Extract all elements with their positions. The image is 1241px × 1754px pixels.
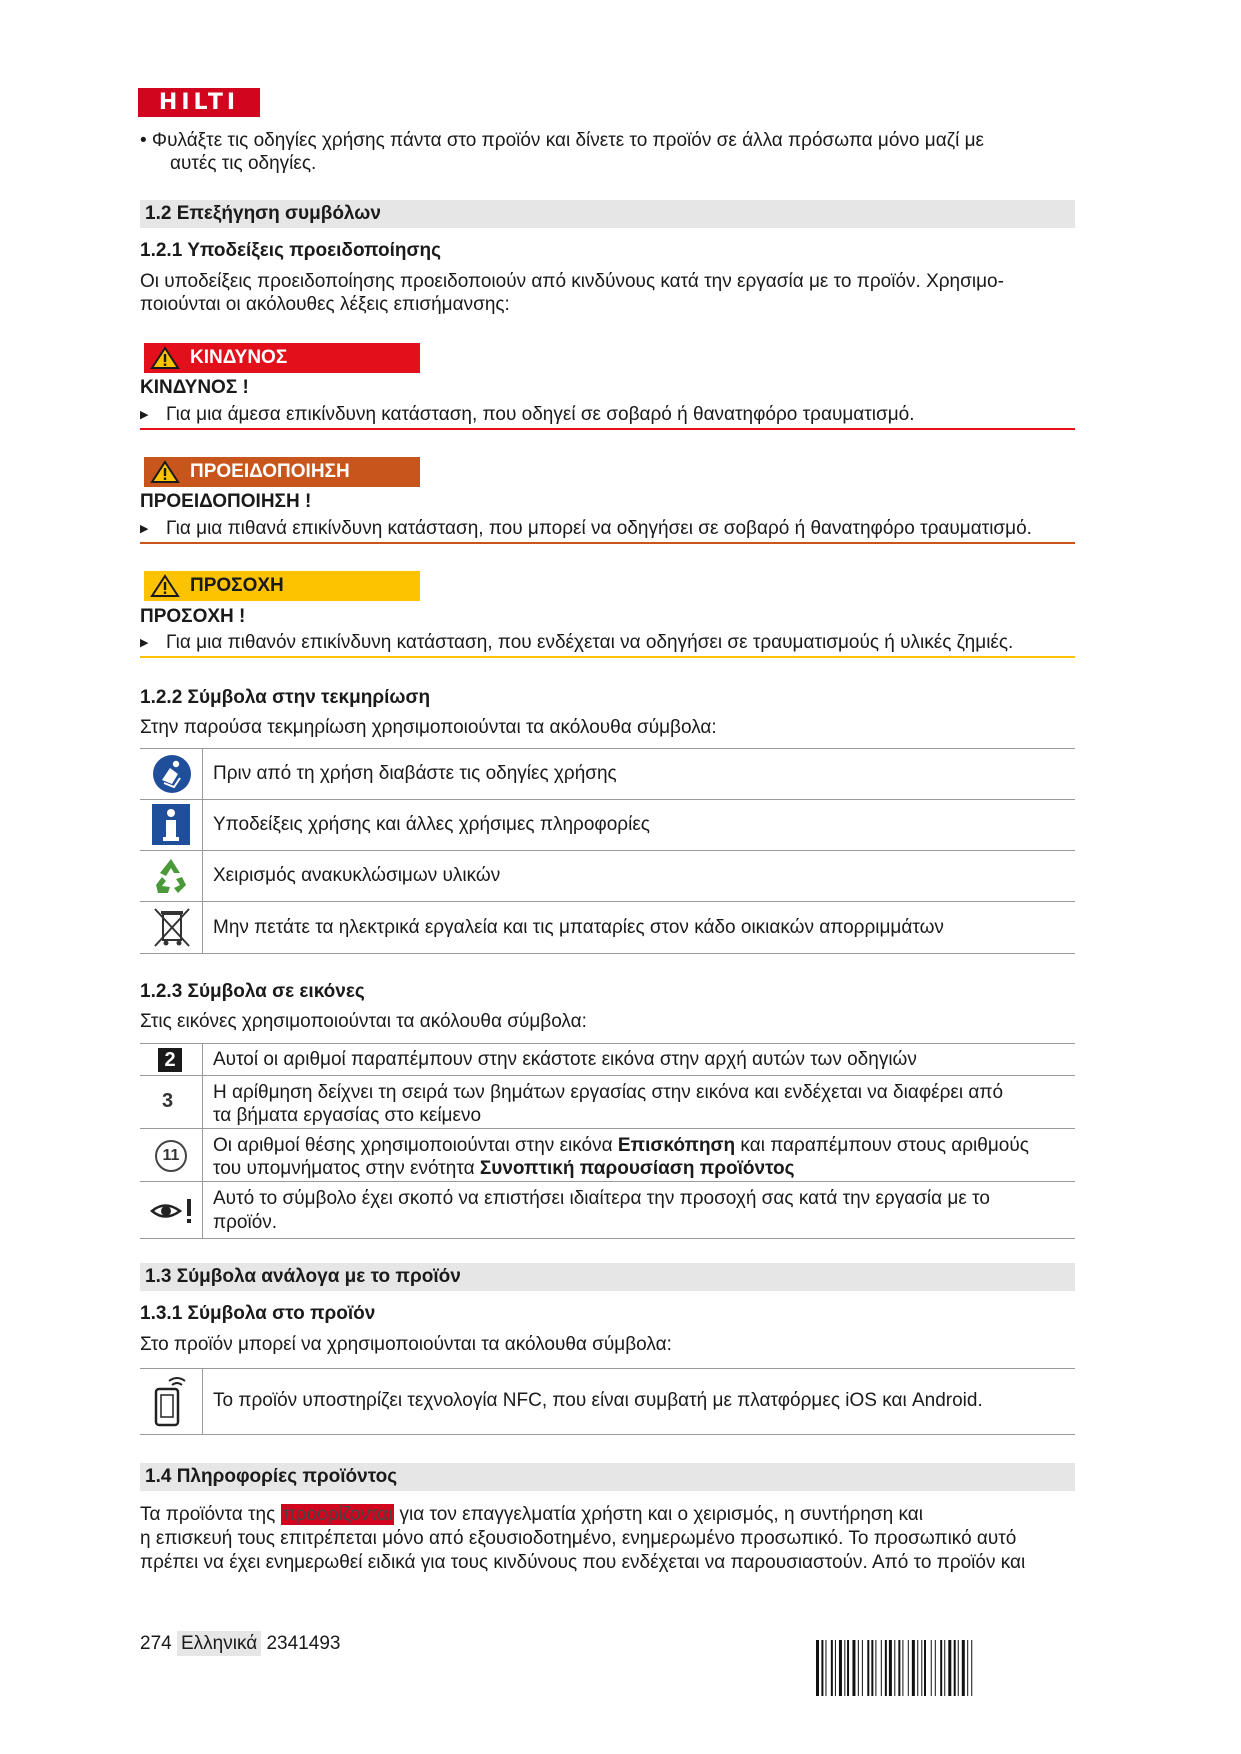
barcode-bar bbox=[816, 1640, 819, 1696]
caution-text: Για μια πιθανόν επικίνδυνη κατάσταση, που ενδέχεται να οδηγήσει σε τραυματισμούς ή υλικές ζημιές. bbox=[166, 632, 1014, 653]
barcode-bar bbox=[875, 1640, 876, 1696]
barcode-bar bbox=[971, 1640, 972, 1696]
barcode-bar bbox=[931, 1640, 932, 1696]
danger-label-box bbox=[144, 343, 420, 373]
warning-label-box bbox=[144, 457, 420, 487]
barcode-bar bbox=[881, 1640, 882, 1696]
warning-underline bbox=[140, 542, 1075, 544]
section-1-2-2-title: 1.2.2 Σύμβολα στην τεκμηρίωση bbox=[140, 687, 431, 708]
barcode-bar bbox=[862, 1640, 863, 1696]
figure-symbol-row-text: Αυτό το σύμβολο έχει σκοπό να επιστήσει ιδιαίτερα την προσοχή σας κατά την εργασία με το bbox=[213, 1188, 990, 1209]
table-rule bbox=[140, 1434, 1075, 1435]
barcode bbox=[816, 1640, 1074, 1696]
barcode-bar bbox=[898, 1640, 900, 1696]
figure-number-icon: 2 bbox=[158, 1048, 182, 1072]
barcode-bar bbox=[958, 1640, 959, 1696]
figure-symbol-row-text bbox=[213, 1134, 1123, 1157]
figure-symbol-row-text: Αυτοί οι αριθμοί παραπέμπουν στην εκάστοτε εικόνα στην αρχή αυτών των οδηγιών bbox=[213, 1049, 917, 1070]
barcode-bar bbox=[885, 1640, 887, 1696]
table-rule bbox=[140, 850, 1075, 851]
caution-label-box bbox=[144, 571, 420, 601]
page-number: 274 bbox=[140, 1633, 172, 1654]
highlighted-word: προορίζονται bbox=[282, 1504, 393, 1525]
warning-text: Για μια πιθανά επικίνδυνη κατάσταση, που μπορεί να οδηγήσει σε σοβαρό ή θανατηφόρο τραυματισμό. bbox=[166, 518, 1032, 539]
warning-triangle-icon bbox=[150, 346, 180, 370]
barcode-bar bbox=[835, 1640, 836, 1696]
nfc-phone-icon bbox=[152, 1375, 188, 1429]
table-rule bbox=[140, 1075, 1075, 1076]
crossed-bin-icon bbox=[152, 906, 192, 948]
barcode-bar bbox=[967, 1640, 968, 1696]
table-rule bbox=[140, 1043, 1075, 1044]
caution-box-label: ΠΡΟΣΟΧΗ bbox=[190, 575, 284, 596]
section-1-2-1-line1: Οι υποδείξεις προειδοποίησης προειδοποιούν από κινδύνους κατά την εργασία με το προϊόν. Χρησιμο- bbox=[140, 271, 1004, 292]
barcode-bar bbox=[944, 1640, 945, 1696]
section-1-4-line3: πρέπει να έχει ενημερωθεί ειδικά για τους κινδύνους που ενδέχεται να παρουσιαστούν. Από το προϊόν και bbox=[140, 1552, 1026, 1573]
product-symbol-row-text: Το προϊόν υποστηρίζει τεχνολογία NFC, που είναι συμβατή με πλατφόρμες iOS και Android. bbox=[213, 1390, 983, 1411]
barcode-bar bbox=[962, 1640, 965, 1696]
bold-reference: Συνοπτική παρουσίαση προϊόντος bbox=[479, 1158, 795, 1179]
intro-bullet-line2: αυτές τις οδηγίες. bbox=[170, 153, 317, 174]
step-number-icon: 3 bbox=[162, 1090, 174, 1112]
barcode-bar bbox=[935, 1640, 936, 1696]
text-part: για τον επαγγελματία χρήστη και ο χειρισμός, η συντήρηση και bbox=[394, 1504, 923, 1525]
section-1-3-1-intro: Στο προϊόν μπορεί να χρησιμοποιούνται τα ακόλουθα σύμβολα: bbox=[140, 1334, 672, 1355]
bullet-arrow-icon: ▶ bbox=[140, 409, 149, 422]
barcode-bar bbox=[839, 1640, 842, 1696]
text-part: και παραπέμπουν στους αριθμούς bbox=[735, 1135, 1029, 1156]
text-part: Τα προϊόντα της bbox=[140, 1504, 281, 1525]
doc-symbol-row-text: Μην πετάτε τα ηλεκτρικά εργαλεία και τις μπαταρίες στον κάδο οικιακών απορριμμάτων bbox=[213, 917, 944, 938]
caution-bullet bbox=[140, 632, 1013, 654]
section-1-3-bar bbox=[140, 1263, 1075, 1291]
table-rule bbox=[140, 1128, 1075, 1129]
figure-symbol-row-text: τα βήματα εργασίας στο κείμενο bbox=[213, 1105, 482, 1126]
barcode-bar bbox=[948, 1640, 951, 1696]
table-rule bbox=[140, 1368, 1075, 1369]
barcode-bar bbox=[871, 1640, 873, 1696]
item-number-icon: 11 bbox=[155, 1140, 187, 1172]
warning-signal-word: ΠΡΟΕΙΔΟΠΟΙΗΣΗ ! bbox=[140, 491, 312, 512]
warning-bullet bbox=[140, 518, 1032, 540]
page-footer bbox=[140, 1632, 340, 1655]
barcode-bar bbox=[825, 1640, 826, 1696]
barcode-bar bbox=[889, 1640, 892, 1696]
section-1-2-bar bbox=[140, 200, 1075, 228]
intro-bullet-line1: • Φυλάξτε τις οδηγίες χρήσης πάντα στο προϊόν και δίνετε το προϊόν σε άλλα πρόσωπα μόνο μαζί με bbox=[140, 130, 985, 151]
barcode-bar bbox=[821, 1640, 823, 1696]
table-rule bbox=[140, 1238, 1075, 1239]
barcode-bar bbox=[954, 1640, 956, 1696]
section-1-4-title: 1.4 Πληροφορίες προϊόντος bbox=[145, 1466, 398, 1487]
danger-text: Για μια άμεσα επικίνδυνη κατάσταση, που οδηγεί σε σοβαρό ή θανατηφόρο τραυματισμό. bbox=[166, 404, 915, 425]
read-manual-icon bbox=[152, 754, 192, 794]
barcode-bar bbox=[858, 1640, 859, 1696]
figure-symbol-row-text: Η αρίθμηση δείχνει τη σειρά των βημάτων εργασίας στην εικόνα και ενδέχεται να διαφέρει από bbox=[213, 1082, 1004, 1103]
section-1-4-bar bbox=[140, 1463, 1075, 1491]
recycle-icon bbox=[150, 855, 192, 897]
doc-symbol-row-text: Υποδείξεις χρήσης και άλλες χρήσιμες πληροφορίες bbox=[213, 814, 650, 835]
barcode-bar bbox=[924, 1640, 926, 1696]
barcode-bar bbox=[902, 1640, 903, 1696]
barcode-bar bbox=[894, 1640, 895, 1696]
table-rule bbox=[140, 748, 1075, 749]
table-column-divider bbox=[202, 1368, 203, 1434]
section-1-3-title: 1.3 Σύμβολα ανάλογα με το προϊόν bbox=[145, 1266, 461, 1287]
barcode-bar bbox=[844, 1640, 845, 1696]
barcode-bar bbox=[867, 1640, 869, 1696]
danger-box-label: ΚΙΝΔΥΝΟΣ bbox=[190, 347, 288, 368]
danger-underline bbox=[140, 428, 1075, 430]
barcode-bar bbox=[917, 1640, 918, 1696]
warning-triangle-icon bbox=[150, 460, 180, 484]
table-rule bbox=[140, 799, 1075, 800]
section-1-2-3-intro: Στις εικόνες χρησιμοποιούνται τα ακόλουθα σύμβολα: bbox=[140, 1011, 587, 1032]
text-part: του υπομνήματος στην ενότητα bbox=[213, 1158, 480, 1179]
caution-signal-word: ΠΡΟΣΟΧΗ ! bbox=[140, 606, 246, 627]
warning-box-label: ΠΡΟΕΙΔΟΠΟΙΗΣΗ bbox=[190, 461, 350, 482]
table-column-divider bbox=[202, 1043, 203, 1238]
attention-eye-icon bbox=[150, 1196, 196, 1226]
barcode-bar bbox=[912, 1640, 915, 1696]
barcode-bar bbox=[831, 1640, 833, 1696]
table-rule bbox=[140, 953, 1075, 954]
bullet-arrow-icon: ▶ bbox=[140, 523, 149, 536]
section-1-4-line1 bbox=[140, 1503, 923, 1526]
section-1-2-1-title: 1.2.1 Υποδείξεις προειδοποίησης bbox=[140, 240, 442, 261]
bold-reference: Επισκόπηση bbox=[617, 1135, 736, 1156]
section-1-4-line2: η επισκευή τους επιτρέπεται μόνο από εξουσιοδοτημένο, ενημερωμένο προσωπικό. Το προσωπικό αυτό bbox=[140, 1528, 1017, 1549]
section-1-3-1-title: 1.3.1 Σύμβολα στο προϊόν bbox=[140, 1303, 376, 1324]
table-column-divider bbox=[202, 748, 203, 953]
section-1-2-3-title: 1.2.3 Σύμβολα σε εικόνες bbox=[140, 981, 365, 1002]
doc-symbol-row-text: Πριν από τη χρήση διαβάστε τις οδηγίες χρήσης bbox=[213, 763, 617, 784]
danger-signal-word: ΚΙΝΔΥΝΟΣ ! bbox=[140, 377, 249, 398]
warning-triangle-icon bbox=[150, 574, 180, 598]
caution-underline bbox=[140, 656, 1075, 658]
doc-symbol-row-text: Χειρισμός ανακυκλώσιμων υλικών bbox=[213, 865, 501, 886]
danger-bullet bbox=[140, 404, 915, 426]
info-icon bbox=[152, 804, 190, 845]
section-1-2-1-line2: ποιούνται οι ακόλουθες λέξεις επισήμανσης: bbox=[140, 294, 510, 315]
barcode-bar bbox=[921, 1640, 922, 1696]
footer-doc-number: 2341493 bbox=[266, 1633, 341, 1654]
barcode-bar bbox=[852, 1640, 855, 1696]
barcode-bar bbox=[847, 1640, 849, 1696]
hilti-logo: HILTI bbox=[138, 88, 260, 117]
table-rule bbox=[140, 1181, 1075, 1182]
barcode-bar bbox=[940, 1640, 942, 1696]
text-part: Οι αριθμοί θέσης χρησιμοποιούνται στην εικόνα bbox=[213, 1135, 618, 1156]
barcode-bar bbox=[908, 1640, 909, 1696]
footer-language: Ελληνικά bbox=[177, 1631, 261, 1656]
bullet-arrow-icon: ▶ bbox=[140, 637, 149, 650]
figure-symbol-row-text: προϊόν. bbox=[213, 1212, 278, 1233]
figure-symbol-row-text bbox=[213, 1157, 1123, 1180]
table-rule bbox=[140, 901, 1075, 902]
section-1-2-title: 1.2 Επεξήγηση συμβόλων bbox=[145, 203, 381, 224]
section-1-2-2-intro: Στην παρούσα τεκμηρίωση χρησιμοποιούνται τα ακόλουθα σύμβολα: bbox=[140, 717, 717, 738]
